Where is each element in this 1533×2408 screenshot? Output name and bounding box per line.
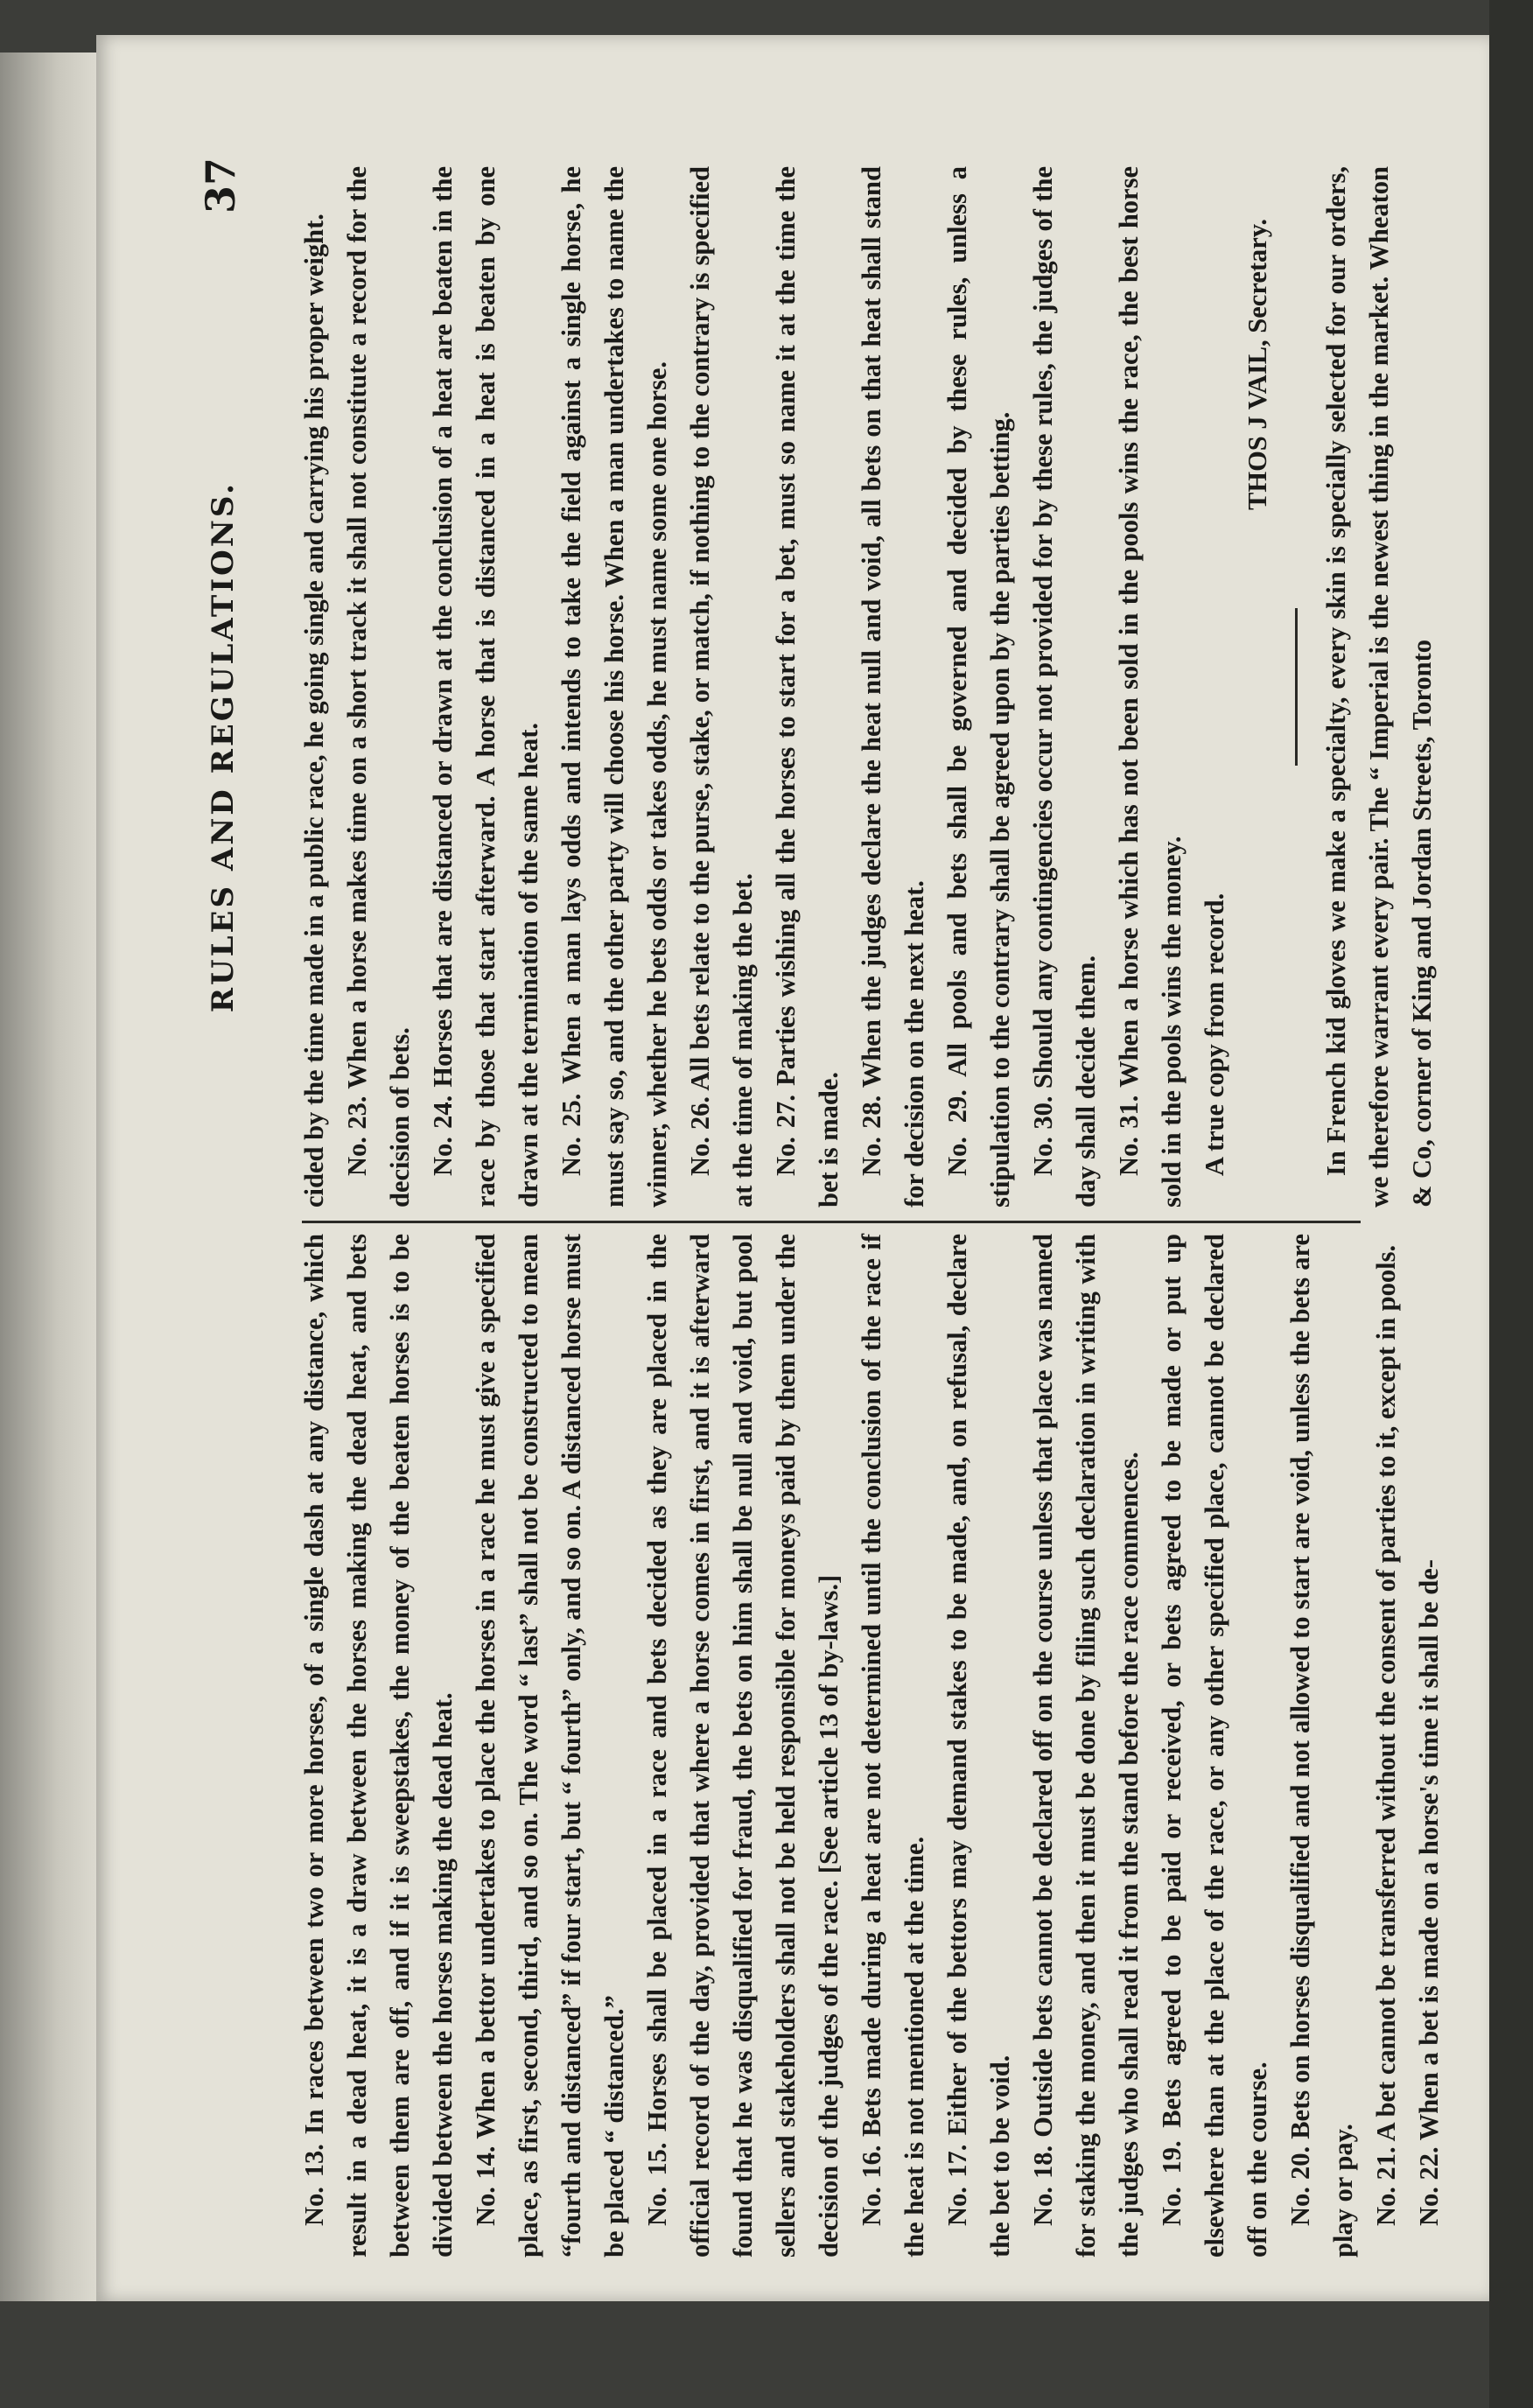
rule-paragraph: No. 22. When a bet is made on a horse's time it shall be de- [1414, 1559, 1444, 2226]
rule-paragraph: No. 25. When a man lays odds and intends to take the field against a single horse, he must say so, and the other party will choose his horse. When a man undertakes to name the winner, whether he bets odds or takes odds, he must name some one horse. [556, 166, 672, 1208]
rule-paragraph: No. 31. When a horse which has not been sold in the pools wins the race, the best horse sold in the pools wins the money. [1114, 166, 1186, 1208]
rule-paragraph: No. 20. Bets on horses disqualified and not allowed to start are void, unless the bets are play or pay. [1285, 1234, 1358, 2258]
column-divider [302, 1221, 1361, 1223]
rule-paragraph: No. 21. A bet cannot be transferred without the consent of parties to it, except in pools. [1371, 1244, 1401, 2226]
rule-paragraph: No. 24. Horses that are distanced or drawn at the conclusion of a heat are beaten in the race by those that start afterward. A horse that is distanced in a heat is beaten by one drawn at the termination of the same heat. [428, 166, 543, 1208]
running-title: RULES AND REGULATIONS. [206, 481, 241, 1013]
running-head [197, 131, 249, 2284]
rule-paragraph: No. 26. All bets relate to the purse, stake, or match, if nothing to the contrary is specified at the time of making the bet. [685, 166, 758, 1208]
rule-paragraph: No. 17. Either of the bettors may demand stakes to be made, and, on refusal, declare the bet to be void. [942, 1234, 1015, 2258]
page-number: 37 [197, 158, 244, 214]
rule-paragraph: No. 27. Parties wishing all the horses to start for a bet, must so name it at the time the bet is made. [771, 166, 844, 1208]
rule-paragraph: No. 30. Should any contingencies occur not provided for by these rules, the judges of the day shall decide them. [1028, 166, 1101, 1208]
scan-background [1489, 0, 1533, 2408]
rule-paragraph: No. 28. When the judges declare the heat null and void, all bets on that heat shall stand for decision on the next heat. [857, 166, 929, 1208]
separator-rule [1295, 608, 1298, 766]
rotated-page-content [188, 131, 1444, 2284]
rule-paragraph: No. 15. Horses shall be placed in a race and bets decided as they are placed in the official record of the day, provided that where a horse comes in first, and it is afterward found that he was disqualified for fraud, the bets on him shall be null and void, but pool sellers and stakeholders shall not be held responsible for moneys paid by them under the decision of the judges of the race. [See article 13 of by-laws.] [642, 1234, 844, 2258]
rule-paragraph: No. 13. In races between two or more horses, of a single dash at any distance, which result in a dead heat, it is a draw between the horses making the dead heat, and bets between them are off, and if it is sweepstakes, the money of the beaten horses is to be divided between the horses making the dead heat. [299, 1234, 458, 2258]
rule-paragraph: cided by the time made in a public race, he going single and carrying his proper weight. [299, 214, 329, 1208]
rule-paragraph: No. 16. Bets made during a heat are not determined until the conclusion of the race if the heat is not mentioned at the time. [857, 1234, 929, 2258]
advertisement: In French kid gloves we make a specialty, every skin is specially selected for our orders, we therefore warrant every pair. The “ Imperial is the newest thing in the market. Wheaton & Co, corner of King and Jordan Streets, Toronto [1321, 166, 1437, 1208]
signature: THOS J VAIL, Secretary. [1242, 219, 1272, 510]
right-column [293, 166, 1437, 1208]
facing-page-edge [0, 52, 96, 2301]
rule-paragraph: No. 19. Bets agreed to be paid or received, or bets agreed to be made or put up elsewhere than at the place of the race, or any other specified place, cannot be declared off on the course. [1157, 1234, 1272, 2258]
rule-paragraph: No. 29. All pools and bets shall be governed and decided by these rules, unless a stipulation to the contrary shall be agreed upon by the parties betting. [942, 166, 1015, 1208]
rule-paragraph: No. 18. Outside bets cannot be declared off on the course unless that place was named for staking the money, and then it must be done by filing such declaration in writing with the judges who shall read it from the stand before the race commences. [1028, 1234, 1144, 2258]
certification-line: A true copy from record. [1200, 892, 1229, 1176]
rule-paragraph: No. 23. When a horse makes time on a short track it shall not constitute a record for the decision of bets. [342, 166, 415, 1208]
left-column [293, 1234, 1444, 2258]
rule-paragraph: No. 14. When a bettor undertakes to place the horses in a race he must give a specified place, as first, second, third, and so on. The word “ last” shall not be constructed to mean “fourth and distanced” if four start, but “ fourth” only, and so on. A distanced horse must be placed “ distanced.” [471, 1234, 629, 2258]
